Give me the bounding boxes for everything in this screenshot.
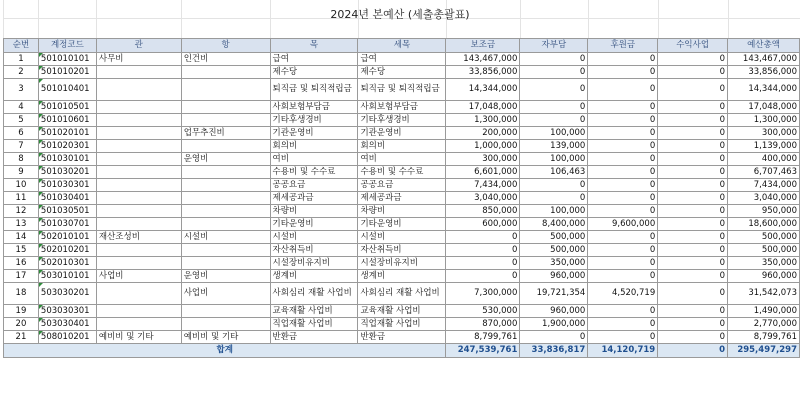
cell-revenue-business[interactable]: 0: [658, 218, 728, 231]
cell-account-code[interactable]: 508010201: [38, 331, 96, 344]
cell-gwan[interactable]: [96, 257, 181, 270]
cell-account-code[interactable]: 501010101: [38, 53, 96, 66]
total-donation[interactable]: 14,120,719: [588, 344, 658, 358]
cell-mok[interactable]: 반환금: [270, 331, 358, 344]
cell-hang[interactable]: 운영비: [181, 270, 270, 283]
table-row: [4, 127, 800, 140]
cell-self-burden[interactable]: 0: [520, 192, 588, 205]
cell-revenue-business[interactable]: 0: [658, 205, 728, 218]
cell-semok[interactable]: 수용비 및 수수료: [358, 166, 446, 179]
cell-semok[interactable]: 공공요금: [358, 179, 446, 192]
cell-donation[interactable]: 0: [588, 53, 658, 66]
cell-semok[interactable]: 반환금: [358, 331, 446, 344]
cell-hang[interactable]: [181, 79, 270, 101]
cell-semok[interactable]: 기타운영비: [358, 218, 446, 231]
cell-subsidy[interactable]: 0: [446, 257, 520, 270]
header-subsidy[interactable]: 보조금: [446, 39, 520, 53]
header-self-burden[interactable]: 자부담: [520, 39, 588, 53]
cell-mok[interactable]: 기관운영비: [270, 127, 358, 140]
cell-no[interactable]: 4: [4, 101, 39, 114]
header-no[interactable]: 순번: [4, 39, 39, 53]
table-row: [4, 270, 800, 283]
cell-hang[interactable]: 인건비: [181, 53, 270, 66]
cell-gwan[interactable]: [96, 153, 181, 166]
cell-hang[interactable]: [181, 305, 270, 318]
cell-gwan[interactable]: [96, 127, 181, 140]
cell-donation[interactable]: 0: [588, 101, 658, 114]
table-row: [4, 179, 800, 192]
cell-subsidy[interactable]: 0: [446, 244, 520, 257]
cell-hang[interactable]: 예비비 및 기타: [181, 331, 270, 344]
cell-account-code[interactable]: 501020301: [38, 140, 96, 153]
cell-gwan[interactable]: [96, 114, 181, 127]
cell-self-burden[interactable]: 0: [520, 79, 588, 101]
cell-revenue-business[interactable]: 0: [658, 305, 728, 318]
cell-mok[interactable]: 공공요금: [270, 179, 358, 192]
cell-semok[interactable]: 회의비: [358, 140, 446, 153]
cell-account-code[interactable]: 501030301: [38, 179, 96, 192]
cell-no[interactable]: 11: [4, 192, 39, 205]
cell-total-budget[interactable]: 143,467,000: [728, 53, 800, 66]
cell-total-budget[interactable]: 960,000: [728, 270, 800, 283]
cell-semok[interactable]: 제세공과금: [358, 192, 446, 205]
cell-hang[interactable]: 업무추진비: [181, 127, 270, 140]
cell-self-burden[interactable]: 19,721,354: [520, 283, 588, 305]
cell-donation[interactable]: 0: [588, 257, 658, 270]
cell-hang[interactable]: [181, 114, 270, 127]
cell-subsidy[interactable]: 300,000: [446, 153, 520, 166]
cell-no[interactable]: 13: [4, 218, 39, 231]
cell-donation[interactable]: 0: [588, 318, 658, 331]
cell-gwan[interactable]: 사업비: [96, 270, 181, 283]
table-row: [4, 283, 800, 305]
cell-donation[interactable]: 0: [588, 244, 658, 257]
cell-semok[interactable]: 직업재활 사업비: [358, 318, 446, 331]
header-donation[interactable]: 후원금: [588, 39, 658, 53]
cell-revenue-business[interactable]: 0: [658, 231, 728, 244]
cell-revenue-business[interactable]: 0: [658, 257, 728, 270]
cell-no[interactable]: 18: [4, 283, 39, 305]
cell-mok[interactable]: 퇴직금 및 퇴직적립금: [270, 79, 358, 101]
cell-mok[interactable]: 교육재활 사업비: [270, 305, 358, 318]
cell-donation[interactable]: 0: [588, 66, 658, 79]
cell-revenue-business[interactable]: 0: [658, 179, 728, 192]
cell-no[interactable]: 8: [4, 153, 39, 166]
cell-no[interactable]: 5: [4, 114, 39, 127]
cell-no[interactable]: 14: [4, 231, 39, 244]
cell-semok[interactable]: 사회심리 재활 사업비: [358, 283, 446, 305]
table-row: [4, 140, 800, 153]
cell-revenue-business[interactable]: 0: [658, 244, 728, 257]
cell-total-budget[interactable]: 2,770,000: [728, 318, 800, 331]
cell-hang[interactable]: [181, 318, 270, 331]
cell-gwan[interactable]: [96, 140, 181, 153]
cell-mok[interactable]: 급여: [270, 53, 358, 66]
cell-mok[interactable]: 제수당: [270, 66, 358, 79]
cell-subsidy[interactable]: 6,601,000: [446, 166, 520, 179]
cell-donation[interactable]: 4,520,719: [588, 283, 658, 305]
cell-revenue-business[interactable]: 0: [658, 166, 728, 179]
cell-total-budget[interactable]: 300,000: [728, 127, 800, 140]
cell-gwan[interactable]: [96, 205, 181, 218]
cell-revenue-business[interactable]: 0: [658, 140, 728, 153]
cell-donation[interactable]: 0: [588, 179, 658, 192]
cell-gwan[interactable]: [96, 218, 181, 231]
cell-total-budget[interactable]: 6,707,463: [728, 166, 800, 179]
cell-subsidy[interactable]: 143,467,000: [446, 53, 520, 66]
table-row: [4, 305, 800, 318]
cell-hang[interactable]: [181, 257, 270, 270]
cell-mok[interactable]: 생계비: [270, 270, 358, 283]
header-account-code[interactable]: 계정코드: [38, 39, 96, 53]
cell-mok[interactable]: 사회보험부담금: [270, 101, 358, 114]
cell-subsidy[interactable]: 0: [446, 231, 520, 244]
table-row: [4, 192, 800, 205]
cell-no[interactable]: 1: [4, 53, 39, 66]
cell-hang[interactable]: [181, 218, 270, 231]
cell-mok[interactable]: 사회심리 재활 사업비: [270, 283, 358, 305]
cell-semok[interactable]: 제수당: [358, 66, 446, 79]
cell-no[interactable]: 19: [4, 305, 39, 318]
table-row: [4, 153, 800, 166]
cell-self-burden[interactable]: 0: [520, 53, 588, 66]
cell-account-code[interactable]: 503030301: [38, 305, 96, 318]
cell-semok[interactable]: 퇴직금 및 퇴직적립금: [358, 79, 446, 101]
cell-mok[interactable]: 차량비: [270, 205, 358, 218]
totals-row: [4, 344, 800, 358]
cell-account-code[interactable]: 501030101: [38, 153, 96, 166]
cell-self-burden[interactable]: 500,000: [520, 244, 588, 257]
cell-gwan[interactable]: [96, 192, 181, 205]
cell-donation[interactable]: 0: [588, 305, 658, 318]
cell-total-budget[interactable]: 3,040,000: [728, 192, 800, 205]
cell-self-burden[interactable]: 0: [520, 114, 588, 127]
cell-gwan[interactable]: 재산조성비: [96, 231, 181, 244]
cell-no[interactable]: 6: [4, 127, 39, 140]
cell-revenue-business[interactable]: 0: [658, 192, 728, 205]
cell-account-code[interactable]: 501010501: [38, 101, 96, 114]
cell-total-budget[interactable]: 7,434,000: [728, 179, 800, 192]
cell-self-burden[interactable]: 100,000: [520, 205, 588, 218]
cell-semok[interactable]: 자산취득비: [358, 244, 446, 257]
total-revenue-business[interactable]: 0: [658, 344, 728, 358]
cell-self-burden[interactable]: 106,463: [520, 166, 588, 179]
cell-donation[interactable]: 0: [588, 166, 658, 179]
cell-revenue-business[interactable]: 0: [658, 66, 728, 79]
cell-mok[interactable]: 여비: [270, 153, 358, 166]
cell-self-burden[interactable]: 1,900,000: [520, 318, 588, 331]
cell-account-code[interactable]: 502010101: [38, 231, 96, 244]
cell-donation[interactable]: 0: [588, 140, 658, 153]
cell-total-budget[interactable]: 1,139,000: [728, 140, 800, 153]
cell-subsidy[interactable]: 33,856,000: [446, 66, 520, 79]
cell-gwan[interactable]: [96, 66, 181, 79]
cell-subsidy[interactable]: 3,040,000: [446, 192, 520, 205]
cell-revenue-business[interactable]: 0: [658, 53, 728, 66]
cell-subsidy[interactable]: 530,000: [446, 305, 520, 318]
cell-donation[interactable]: 0: [588, 153, 658, 166]
header-gwan[interactable]: 관: [96, 39, 181, 53]
cell-account-code[interactable]: 501010401: [38, 79, 96, 101]
cell-subsidy[interactable]: 7,300,000: [446, 283, 520, 305]
header-semok[interactable]: 세목: [358, 39, 446, 53]
table-row: [4, 331, 800, 344]
cell-total-budget[interactable]: 8,799,761: [728, 331, 800, 344]
cell-total-budget[interactable]: 1,300,000: [728, 114, 800, 127]
cell-total-budget[interactable]: 14,344,000: [728, 79, 800, 101]
cell-semok[interactable]: 교육재활 사업비: [358, 305, 446, 318]
cell-self-burden[interactable]: 500,000: [520, 231, 588, 244]
cell-hang[interactable]: 운영비: [181, 153, 270, 166]
table-row: [4, 318, 800, 331]
cell-donation[interactable]: 0: [588, 192, 658, 205]
cell-mok[interactable]: 시설비: [270, 231, 358, 244]
cell-total-budget[interactable]: 17,048,000: [728, 101, 800, 114]
cell-donation[interactable]: 9,600,000: [588, 218, 658, 231]
cell-semok[interactable]: 시설장비유지비: [358, 257, 446, 270]
table-row: [4, 53, 800, 66]
table-row: [4, 101, 800, 114]
cell-account-code[interactable]: 501030201: [38, 166, 96, 179]
cell-account-code[interactable]: 501030701: [38, 218, 96, 231]
cell-subsidy[interactable]: 850,000: [446, 205, 520, 218]
cell-self-burden[interactable]: 0: [520, 66, 588, 79]
cell-gwan[interactable]: [96, 305, 181, 318]
cell-gwan[interactable]: [96, 318, 181, 331]
cell-self-burden[interactable]: 8,400,000: [520, 218, 588, 231]
table-row: [4, 114, 800, 127]
cell-account-code[interactable]: 501020101: [38, 127, 96, 140]
cell-mok[interactable]: 시설장비유지비: [270, 257, 358, 270]
cell-no[interactable]: 3: [4, 79, 39, 101]
cell-total-budget[interactable]: 350,000: [728, 257, 800, 270]
cell-account-code[interactable]: 502010201: [38, 244, 96, 257]
table-row: [4, 244, 800, 257]
cell-mok[interactable]: 기타운영비: [270, 218, 358, 231]
cell-mok[interactable]: 제세공과금: [270, 192, 358, 205]
cell-mok[interactable]: 수용비 및 수수료: [270, 166, 358, 179]
cell-donation[interactable]: 0: [588, 331, 658, 344]
cell-revenue-business[interactable]: 0: [658, 331, 728, 344]
cell-revenue-business[interactable]: 0: [658, 153, 728, 166]
header-revenue-business[interactable]: 수익사업: [658, 39, 728, 53]
cell-subsidy[interactable]: 200,000: [446, 127, 520, 140]
cell-hang[interactable]: [181, 101, 270, 114]
cell-self-burden[interactable]: 100,000: [520, 153, 588, 166]
cell-donation[interactable]: 0: [588, 270, 658, 283]
cell-hang[interactable]: [181, 244, 270, 257]
cell-gwan[interactable]: 사무비: [96, 53, 181, 66]
cell-hang[interactable]: [181, 66, 270, 79]
cell-total-budget[interactable]: 18,600,000: [728, 218, 800, 231]
cell-account-code[interactable]: 501010201: [38, 66, 96, 79]
cell-semok[interactable]: 기타후생경비: [358, 114, 446, 127]
cell-account-code[interactable]: 503010101: [38, 270, 96, 283]
table-row: [4, 205, 800, 218]
cell-subsidy[interactable]: 870,000: [446, 318, 520, 331]
cell-self-burden[interactable]: 100,000: [520, 127, 588, 140]
cell-subsidy[interactable]: 1,300,000: [446, 114, 520, 127]
cell-semok[interactable]: 차량비: [358, 205, 446, 218]
cell-self-burden[interactable]: 0: [520, 101, 588, 114]
table-body: [4, 53, 800, 358]
cell-no[interactable]: 15: [4, 244, 39, 257]
cell-self-burden[interactable]: 960,000: [520, 305, 588, 318]
cell-semok[interactable]: 기관운영비: [358, 127, 446, 140]
cell-no[interactable]: 21: [4, 331, 39, 344]
cell-semok[interactable]: 생계비: [358, 270, 446, 283]
cell-gwan[interactable]: [96, 79, 181, 101]
cell-total-budget[interactable]: 31,542,073: [728, 283, 800, 305]
cell-gwan[interactable]: [96, 179, 181, 192]
cell-hang[interactable]: [181, 192, 270, 205]
cell-semok[interactable]: 시설비: [358, 231, 446, 244]
header-hang[interactable]: 항: [181, 39, 270, 53]
cell-subsidy[interactable]: 0: [446, 270, 520, 283]
cell-gwan[interactable]: [96, 166, 181, 179]
cell-subsidy[interactable]: 7,434,000: [446, 179, 520, 192]
cell-gwan[interactable]: [96, 283, 181, 305]
total-subsidy[interactable]: 247,539,761: [446, 344, 520, 358]
cell-no[interactable]: 7: [4, 140, 39, 153]
cell-gwan[interactable]: [96, 101, 181, 114]
cell-revenue-business[interactable]: 0: [658, 101, 728, 114]
cell-account-code[interactable]: 501010601: [38, 114, 96, 127]
cell-revenue-business[interactable]: 0: [658, 114, 728, 127]
cell-no[interactable]: 16: [4, 257, 39, 270]
cell-donation[interactable]: 0: [588, 127, 658, 140]
cell-revenue-business[interactable]: 0: [658, 270, 728, 283]
cell-self-burden[interactable]: 350,000: [520, 257, 588, 270]
cell-donation[interactable]: 0: [588, 114, 658, 127]
cell-no[interactable]: 17: [4, 270, 39, 283]
cell-no[interactable]: 9: [4, 166, 39, 179]
header-mok[interactable]: 목: [270, 39, 358, 53]
header-row: [4, 39, 800, 53]
cell-revenue-business[interactable]: 0: [658, 79, 728, 101]
cell-self-burden[interactable]: 0: [520, 331, 588, 344]
budget-table: [3, 38, 800, 358]
cell-revenue-business[interactable]: 0: [658, 318, 728, 331]
cell-total-budget[interactable]: 500,000: [728, 244, 800, 257]
cell-account-code[interactable]: 501030401: [38, 192, 96, 205]
totals-label[interactable]: 합계: [4, 344, 446, 358]
table-row: [4, 66, 800, 79]
cell-self-burden[interactable]: 139,000: [520, 140, 588, 153]
table-row: [4, 257, 800, 270]
cell-hang[interactable]: [181, 140, 270, 153]
cell-mok[interactable]: 기타후생경비: [270, 114, 358, 127]
cell-semok[interactable]: 사회보험부담금: [358, 101, 446, 114]
cell-semok[interactable]: 급여: [358, 53, 446, 66]
table-row: [4, 79, 800, 101]
cell-self-burden[interactable]: 960,000: [520, 270, 588, 283]
cell-subsidy[interactable]: 8,799,761: [446, 331, 520, 344]
cell-hang[interactable]: 시설비: [181, 231, 270, 244]
cell-revenue-business[interactable]: 0: [658, 283, 728, 305]
cell-subsidy[interactable]: 14,344,000: [446, 79, 520, 101]
cell-revenue-business[interactable]: 0: [658, 127, 728, 140]
cell-gwan[interactable]: 예비비 및 기타: [96, 331, 181, 344]
cell-account-code[interactable]: 503030201: [38, 283, 96, 305]
cell-gwan[interactable]: [96, 244, 181, 257]
table-row: [4, 218, 800, 231]
cell-mok[interactable]: 자산취득비: [270, 244, 358, 257]
table-row: [4, 166, 800, 179]
cell-total-budget[interactable]: 950,000: [728, 205, 800, 218]
cell-total-budget[interactable]: 500,000: [728, 231, 800, 244]
table-row: [4, 231, 800, 244]
cell-total-budget[interactable]: 33,856,000: [728, 66, 800, 79]
cell-hang[interactable]: [181, 166, 270, 179]
cell-mok[interactable]: 직업재활 사업비: [270, 318, 358, 331]
cell-hang[interactable]: [181, 179, 270, 192]
cell-hang[interactable]: [181, 205, 270, 218]
cell-no[interactable]: 10: [4, 179, 39, 192]
cell-hang[interactable]: 사업비: [181, 283, 270, 305]
cell-self-burden[interactable]: 0: [520, 179, 588, 192]
cell-no[interactable]: 12: [4, 205, 39, 218]
cell-mok[interactable]: 회의비: [270, 140, 358, 153]
total-self-burden[interactable]: 33,836,817: [520, 344, 588, 358]
cell-donation[interactable]: 0: [588, 205, 658, 218]
cell-subsidy[interactable]: 600,000: [446, 218, 520, 231]
grand-total[interactable]: 295,497,297: [728, 344, 800, 358]
cell-account-code[interactable]: 501030501: [38, 205, 96, 218]
cell-donation[interactable]: 0: [588, 231, 658, 244]
cell-no[interactable]: 2: [4, 66, 39, 79]
cell-subsidy[interactable]: 1,000,000: [446, 140, 520, 153]
cell-donation[interactable]: 0: [588, 79, 658, 101]
cell-semok[interactable]: 여비: [358, 153, 446, 166]
sheet-title: 2024년 본예산 (세출총괄표): [330, 8, 470, 21]
cell-total-budget[interactable]: 400,000: [728, 153, 800, 166]
cell-subsidy[interactable]: 17,048,000: [446, 101, 520, 114]
cell-account-code[interactable]: 503030401: [38, 318, 96, 331]
header-total-budget[interactable]: 예산총액: [728, 39, 800, 53]
cell-account-code[interactable]: 502010301: [38, 257, 96, 270]
cell-no[interactable]: 20: [4, 318, 39, 331]
cell-total-budget[interactable]: 1,490,000: [728, 305, 800, 318]
